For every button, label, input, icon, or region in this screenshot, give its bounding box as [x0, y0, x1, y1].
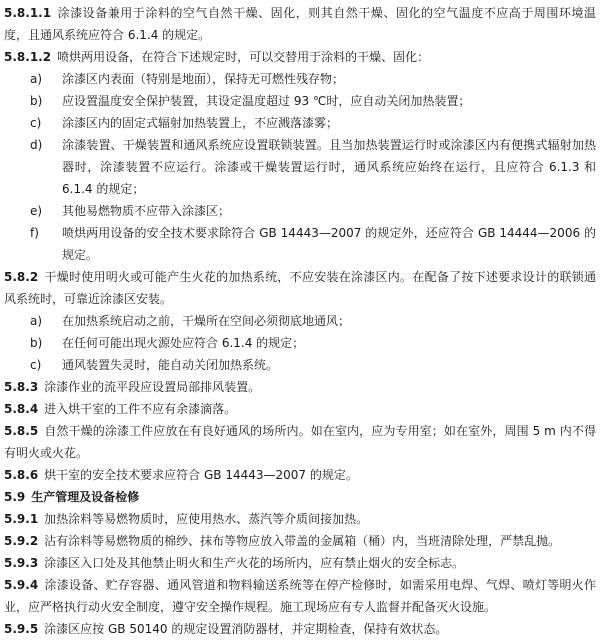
clause-number: 5.9.5 [4, 622, 39, 636]
list-text: 涂漆区内的固定式辐射加热装置上，不应溅落漆雾； [62, 116, 339, 130]
clause-5-8-6 [4, 464, 596, 486]
clause-text: 烘干室的安全技术要求应符合 GB 14443—2007 的规定。 [44, 468, 358, 482]
clause-text: 涂漆作业的流平段应设置局部排风装置。 [44, 380, 261, 394]
clause-5-9-4 [4, 574, 596, 618]
list-text: 涂漆装置、干燥装置和通风系统应设置联锁装置。且当加热装置运行时或涂漆区内有便携式辐射加热器时，涂漆装置不应运行。涂漆或干燥装置运行时，通风系统应始终在运行，且应符合 6.1.3 和 6.1.4 的规定； [62, 138, 596, 196]
list-item [4, 68, 596, 90]
section-number: 5.9 [4, 490, 26, 504]
list-5-8-1-2 [4, 68, 596, 266]
clause-text: 沾有涂料等易燃物质的棉纱、抹布等物应放入带盖的金属箱（桶）内，当班清除处理，严禁乱抛。 [44, 534, 561, 548]
list-text: 在加热系统启动之前，干燥所在空间必须彻底地通风； [62, 314, 351, 328]
clause-text: 喷烘两用设备，在符合下述规定时，可以交替用于涂料的干燥、固化： [57, 50, 430, 64]
section-title: 生产管理及设备检修 [31, 490, 140, 504]
list-text: 其他易燃物质不应带入涂漆区； [62, 204, 231, 218]
clause-5-9-5 [4, 618, 596, 640]
list-marker: c) [30, 116, 42, 130]
clause-5-9-2 [4, 530, 596, 552]
clause-5-9-3 [4, 552, 596, 574]
list-text: 在任何可能出现火源处应符合 6.1.4 的规定； [62, 336, 305, 350]
clause-number: 5.8.1.2 [4, 50, 52, 64]
clause-text: 涂漆区入口处及其他禁止明火和生产火花的场所内，应有禁止烟火的安全标志。 [44, 556, 465, 570]
clause-number: 5.8.6 [4, 468, 39, 482]
list-text: 通风装置失灵时，能自动关闭加热系统。 [62, 358, 279, 372]
clause-5-8-1-1 [4, 2, 596, 46]
list-item [4, 90, 596, 112]
clause-number: 5.8.3 [4, 380, 39, 394]
list-marker: b) [30, 336, 43, 350]
clause-number: 5.9.4 [4, 578, 39, 592]
list-item [4, 310, 596, 332]
list-item [4, 112, 596, 134]
clause-5-8-1-2 [4, 46, 596, 68]
list-marker: b) [30, 94, 43, 108]
list-marker: e) [30, 204, 43, 218]
list-marker: a) [30, 72, 43, 86]
clause-text: 涂漆设备兼用于涂料的空气自然干燥、固化，则其自然干燥、固化的空气温度不应高于周围环境温度，且通风系统应符合 6.1.4 的规定。 [4, 6, 596, 42]
clause-number: 5.9.3 [4, 556, 39, 570]
list-marker: f) [30, 226, 39, 240]
clause-5-8-2 [4, 266, 596, 310]
clause-text: 干燥时使用明火或可能产生火花的加热系统，不应安装在涂漆区内。在配备了按下述要求设计的联锁通风系统时，可靠近涂漆区安装。 [4, 270, 596, 306]
clause-5-8-5 [4, 420, 596, 464]
list-5-8-2 [4, 310, 596, 376]
clause-5-8-4 [4, 398, 596, 420]
list-item [4, 134, 596, 200]
list-item [4, 200, 596, 222]
list-text: 应设置温度安全保护装置，其设定温度超过 93 ℃时，应自动关闭加热装置； [62, 94, 471, 108]
list-marker: c) [30, 358, 42, 372]
list-item [4, 222, 596, 266]
clause-text: 进入烘干室的工件不应有余漆滴落。 [44, 402, 237, 416]
clause-text: 加热涂料等易燃物质时，应使用热水、蒸汽等介质间接加热。 [44, 512, 369, 526]
clause-text: 涂漆区应按 GB 50140 的规定设置消防器材，并定期检查，保持有效状态。 [44, 622, 448, 636]
clause-5-9-1 [4, 508, 596, 530]
clause-number: 5.9.2 [4, 534, 39, 548]
list-item [4, 332, 596, 354]
list-marker: d) [30, 138, 43, 152]
clause-number: 5.9.1 [4, 512, 39, 526]
clause-text: 涂漆设备、贮存容器、通风管道和物料输送系统等在停产检修时，如需采用电焊、气焊、喷灯等明火作业，应严格执行动火安全制度，遵守安全操作规程。施工现场应有专人监督并配备灭火设施。 [4, 578, 596, 614]
clause-number: 5.8.5 [4, 424, 39, 438]
clause-5-8-3 [4, 376, 596, 398]
clause-number: 5.8.2 [4, 270, 39, 284]
section-heading-5-9 [4, 486, 596, 508]
clause-number: 5.8.4 [4, 402, 39, 416]
list-item [4, 354, 596, 376]
list-marker: a) [30, 314, 43, 328]
list-text: 喷烘两用设备的安全技术要求除符合 GB 14443—2007 的规定外，还应符合 GB 14444—2006 的规定。 [62, 226, 596, 262]
clause-text: 自然干燥的涂漆工件应放在有良好通风的场所内。如在室内，应为专用室；如在室外，周围 5 m 内不得有明火或火花。 [4, 424, 596, 460]
list-text: 涂漆区内表面（特别是地面），保持无可燃性残存物； [62, 72, 345, 86]
clause-number: 5.8.1.1 [4, 6, 52, 20]
